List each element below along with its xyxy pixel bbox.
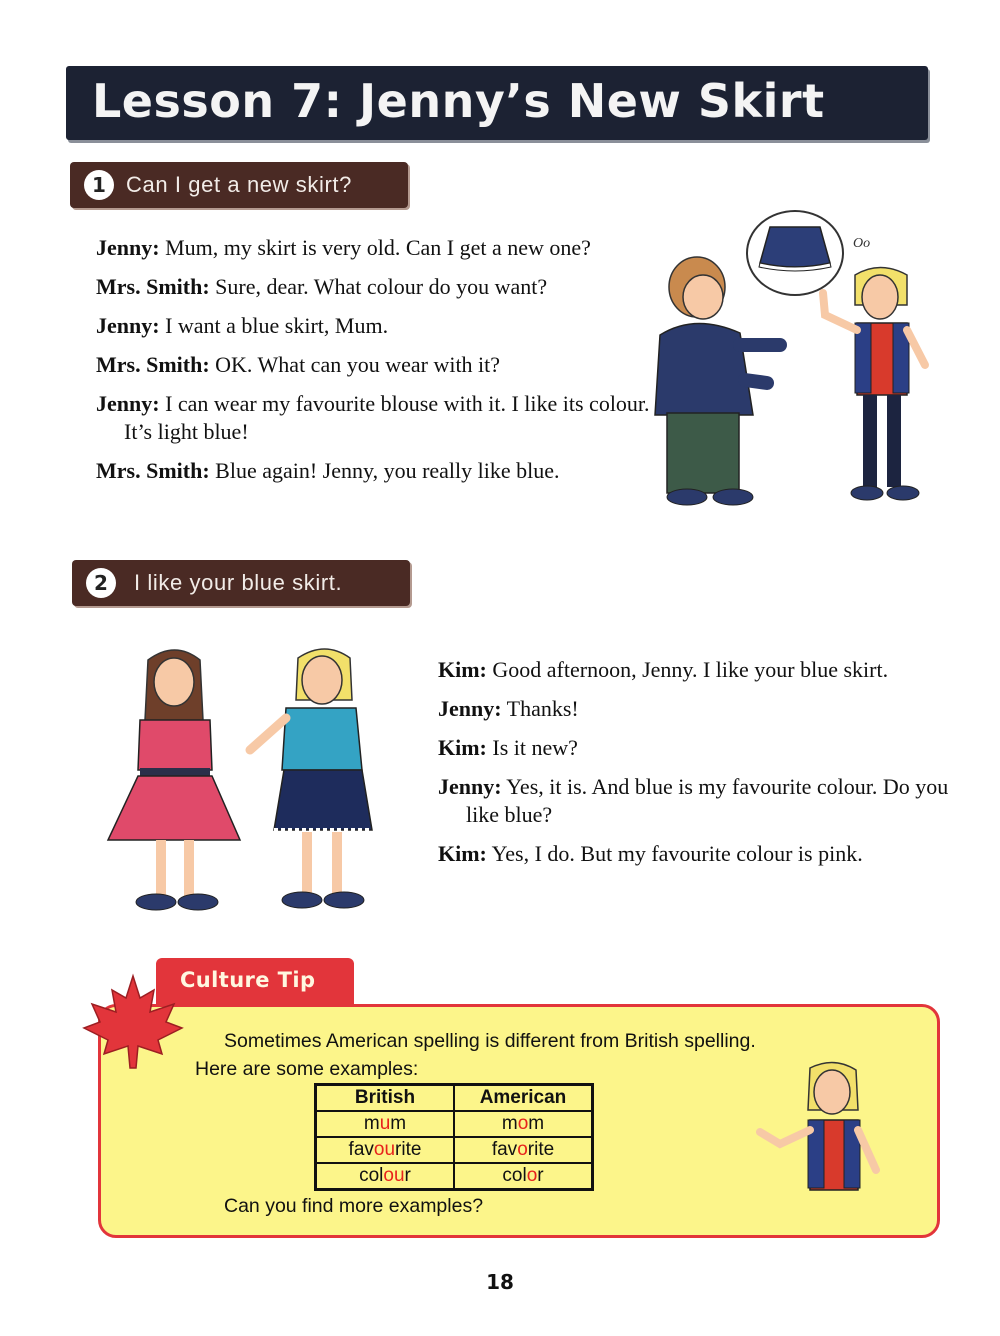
dialog-text: OK. What can you wear with it? xyxy=(215,352,501,377)
british-word: favourite xyxy=(316,1137,455,1163)
speaker: Kim: xyxy=(438,841,487,866)
dialog-text: I want a blue skirt, Mum. xyxy=(165,313,389,338)
lesson-title: Lesson 7: Jenny’s New Skirt xyxy=(92,74,825,128)
dialog-text: Is it new? xyxy=(492,735,578,760)
section-2-number: 2 xyxy=(86,568,116,598)
dialog-text: Sure, dear. What colour do you want? xyxy=(215,274,548,299)
section-1-title: Can I get a new skirt? xyxy=(126,172,352,197)
section-2-dialog xyxy=(438,656,958,879)
culture-tip-label: Culture Tip xyxy=(180,968,316,992)
british-word: colour xyxy=(316,1163,455,1190)
dialog-text: Yes, it is. And blue is my favourite colour. Do you like blue? xyxy=(466,774,949,827)
speaker: Jenny: xyxy=(438,774,502,799)
section-2-header xyxy=(72,560,410,606)
speaker: Mrs. Smith: xyxy=(96,458,210,483)
american-word: color xyxy=(454,1163,593,1190)
speaker: Kim: xyxy=(438,657,487,682)
culture-tip-question: Can you find more examples? xyxy=(224,1195,484,1217)
section-1-header xyxy=(70,162,408,208)
column-header-american: American xyxy=(454,1085,593,1112)
dialog-text: Yes, I do. But my favourite colour is pink. xyxy=(491,841,863,866)
speaker: Jenny: xyxy=(438,696,502,721)
section-1-dialog xyxy=(96,234,656,496)
section-1-number: 1 xyxy=(84,170,114,200)
thought-text: Oo xyxy=(853,236,871,251)
dialog-line xyxy=(96,390,656,446)
lesson-title-bar xyxy=(66,66,928,140)
dialog-line xyxy=(96,312,656,340)
british-word: mum xyxy=(316,1111,455,1137)
dialog-line xyxy=(438,773,958,829)
american-word: favorite xyxy=(454,1137,593,1163)
table-header-row xyxy=(316,1085,593,1112)
spelling-table xyxy=(314,1083,594,1191)
table-row xyxy=(316,1111,593,1137)
section-2-title: I like your blue skirt. xyxy=(134,570,343,595)
jenny-figure xyxy=(250,649,372,908)
dialog-text: Blue again! Jenny, you really like blue. xyxy=(215,458,560,483)
dialog-line xyxy=(438,656,958,684)
dialog-text: Thanks! xyxy=(506,696,579,721)
culture-tip-intro-2: Here are some examples: xyxy=(195,1058,419,1080)
jenny-figure xyxy=(823,268,925,501)
speaker: Jenny: xyxy=(96,391,160,416)
speaker: Kim: xyxy=(438,735,487,760)
maple-leaf-icon xyxy=(78,972,188,1072)
jenny-waving-illustration xyxy=(750,1060,890,1230)
skirt-icon xyxy=(760,227,830,267)
mother-figure xyxy=(655,257,780,505)
kim-and-jenny-illustration xyxy=(100,640,390,920)
dialog-line xyxy=(96,351,656,379)
table-row xyxy=(316,1137,593,1163)
page-number: 18 xyxy=(486,1270,514,1294)
column-header-british: British xyxy=(316,1085,455,1112)
speaker: Jenny: xyxy=(96,313,160,338)
dialog-text: I can wear my favourite blouse with it. I like its colour. It’s light blue! xyxy=(124,391,650,444)
dialog-line xyxy=(438,695,958,723)
kim-figure xyxy=(108,650,240,910)
dialog-line xyxy=(96,273,656,301)
dialog-line xyxy=(438,840,958,868)
dialog-line xyxy=(96,234,656,262)
mother-and-jenny-illustration xyxy=(645,205,945,515)
speaker: Mrs. Smith: xyxy=(96,352,210,377)
speaker: Jenny: xyxy=(96,235,160,260)
culture-tip-intro: Sometimes American spelling is different from British spelling. xyxy=(224,1030,756,1052)
dialog-line xyxy=(96,457,656,485)
speaker: Mrs. Smith: xyxy=(96,274,210,299)
dialog-line xyxy=(438,734,958,762)
table-row xyxy=(316,1163,593,1190)
dialog-text: Mum, my skirt is very old. Can I get a new one? xyxy=(165,235,591,260)
american-word: mom xyxy=(454,1111,593,1137)
dialog-text: Good afternoon, Jenny. I like your blue skirt. xyxy=(492,657,889,682)
